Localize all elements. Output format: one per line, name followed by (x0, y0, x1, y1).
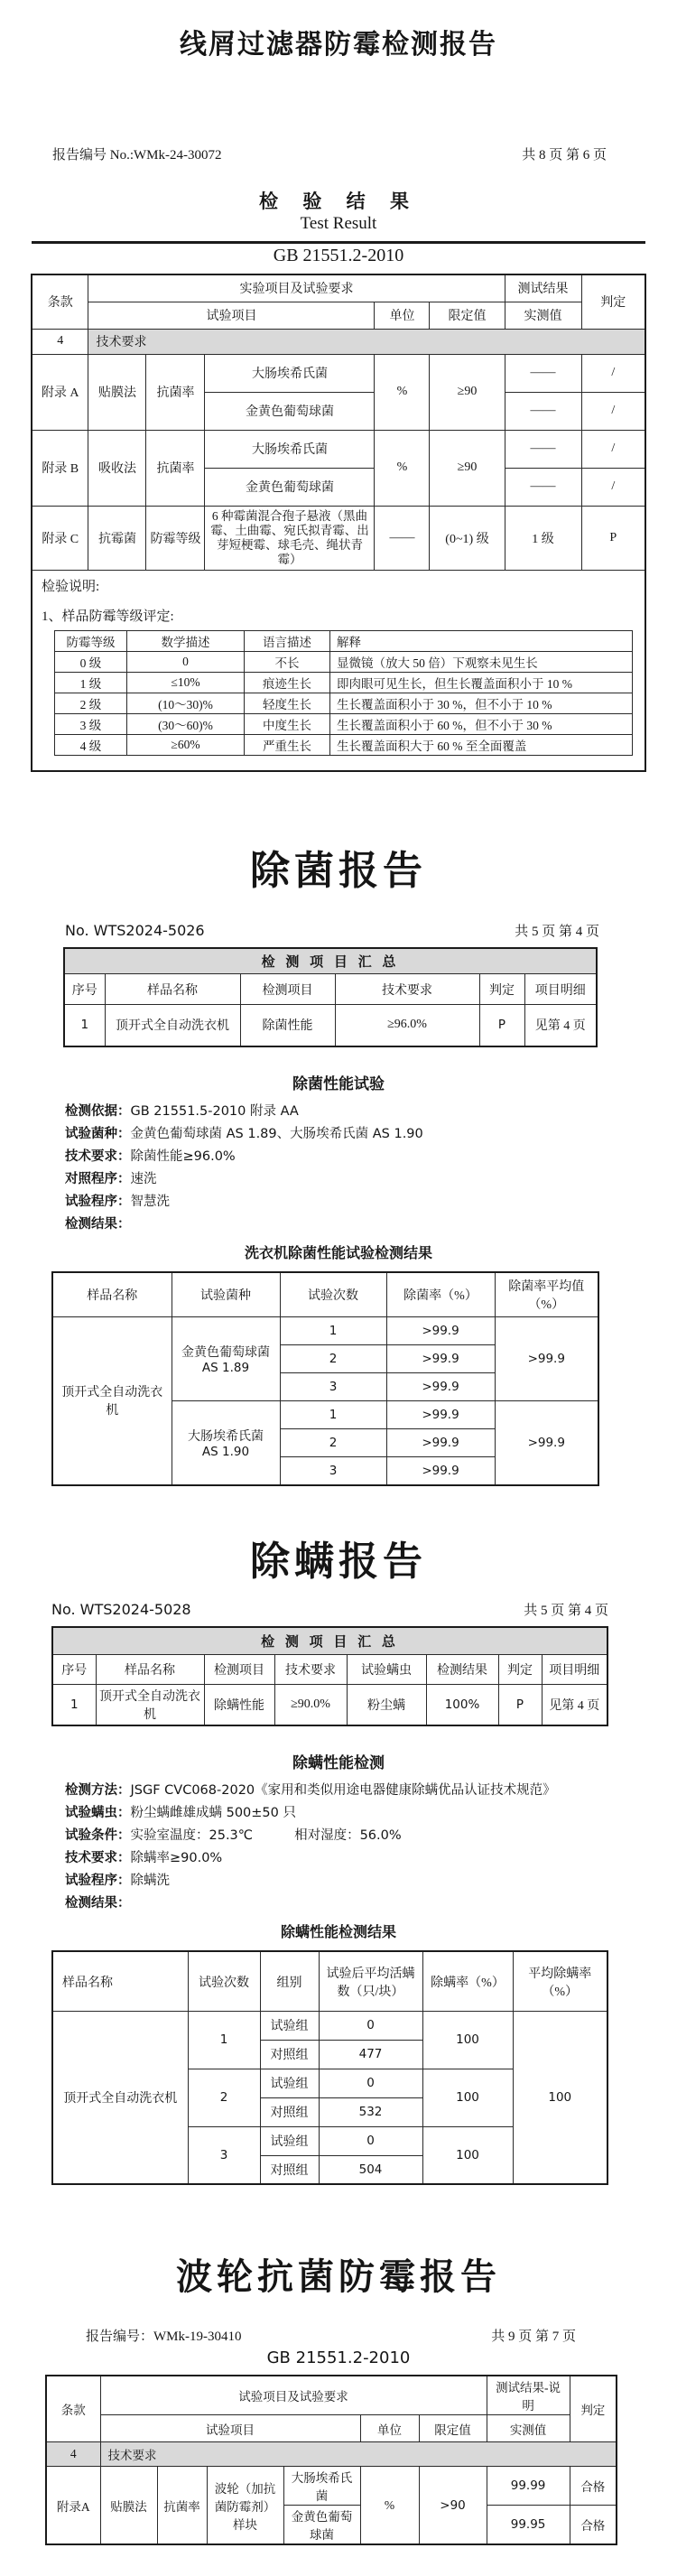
cell: 100 (422, 2011, 513, 2069)
appendixC-desc: 6 种霉菌混合孢子悬液（黑曲霉、土曲霉、宛氏拟青霉、出芽短梗霉、球毛壳、绳状青霉） (205, 506, 375, 571)
cell: 试验组 (260, 2011, 319, 2040)
cell: 0 (319, 2126, 422, 2155)
appendixA-method: 贴膜法 (88, 354, 146, 430)
info-label: 试验程序： (65, 1194, 131, 1209)
info-line (65, 1214, 677, 1236)
cell: 顶开式全自动洗衣机 (96, 1684, 204, 1725)
cell: 504 (319, 2155, 422, 2184)
info-value-2: 相对湿度：56.0% (294, 1828, 402, 1844)
cell: / (581, 430, 645, 468)
cell: 试验次数 (188, 1951, 260, 2011)
cell: —— (505, 430, 581, 468)
cell: ≥60% (126, 735, 244, 756)
cell: 3 (280, 1373, 386, 1401)
report3-section-title: 除螨性能检测 (292, 1754, 385, 1773)
cell: 技术要求 (335, 974, 479, 1005)
hdr-test-item: 试验项目 (88, 302, 375, 329)
strain-cell (172, 1317, 280, 1401)
cell: 477 (319, 2040, 422, 2069)
cell: 3 级 (54, 714, 126, 735)
cell: 除菌率（%） (386, 1272, 495, 1317)
cell: 样品名称 (96, 1654, 204, 1684)
cell: —— (505, 354, 581, 392)
cell: 金黄色葡萄球菌 (205, 468, 375, 506)
cell: 1 (64, 1005, 105, 1046)
report3-report-no: No. WTS2024-5028 (51, 1601, 191, 1619)
cell: 100 (422, 2126, 513, 2184)
sample-block-cell: 波轮（加抗菌防霉剂）样块 (207, 2467, 283, 2545)
strain-name: 金黄色葡萄球菌 (181, 1346, 270, 1361)
info-line (65, 1168, 677, 1191)
cell: 1 (280, 1401, 386, 1429)
report1-standard: GB 21551.2-2010 (273, 246, 404, 265)
info-value: 金黄色葡萄球菌 AS 1.89、大肠埃希氏菌 AS 1.90 (130, 1126, 423, 1141)
cell: >99.9 (386, 1345, 495, 1373)
hdr-measured: 实测值 (487, 2415, 570, 2442)
report4-standard: GB 21551.2-2010 (266, 2348, 411, 2368)
appendixA-method: 贴膜法 (100, 2467, 157, 2545)
cell: P (479, 1005, 524, 1046)
info-line (65, 1780, 677, 1802)
cell: 除螨性能 (204, 1684, 274, 1725)
report3-result-table (51, 1950, 608, 2185)
cell: ≥90 (430, 430, 505, 506)
cell: 金黄色葡萄球菌 (283, 2506, 360, 2545)
cell: 金黄色葡萄球菌 (205, 392, 375, 430)
appendixB-label: 附录 B (32, 430, 88, 506)
cell: 0 级 (54, 652, 126, 673)
cell: 试验次数 (280, 1272, 386, 1317)
cell: 对照组 (260, 2040, 319, 2069)
cell: 生长覆盖面积大于 60 % 至全面覆盖 (329, 735, 632, 756)
info-value: GB 21551.5-2010 附录 AA (130, 1103, 299, 1119)
info-label: 检测依据： (65, 1103, 131, 1119)
cell: % (360, 2467, 419, 2545)
info-label: 试验菌种： (65, 1126, 131, 1141)
sample-name-cell: 顶开式全自动洗衣机 (52, 2011, 188, 2184)
clause-text: 技术要求 (100, 2442, 617, 2467)
cell: 试验螨虫 (347, 1654, 426, 1684)
cell: 即肉眼可见生长，但生长覆盖面积小于 10 % (329, 673, 632, 693)
info-label: 技术要求： (65, 1851, 131, 1866)
report2-summary-table (63, 947, 598, 1047)
cell: ≥90.0% (274, 1684, 347, 1725)
cell: 解释 (329, 631, 632, 652)
cell: 除螨率（%） (422, 1951, 513, 2011)
hdr-verdict: 判定 (570, 2376, 617, 2442)
divider-rule (32, 241, 645, 244)
report2-section-title: 除菌性能试验 (292, 1074, 385, 1093)
cell: >99.9 (386, 1457, 495, 1485)
cell: 严重生长 (244, 735, 329, 756)
cell: 99.99 (487, 2467, 570, 2506)
hdr-test-result: 测试结果-说明 (487, 2376, 570, 2415)
cell: 检测项目 (240, 974, 335, 1005)
info-line (65, 1870, 677, 1892)
appendixC-method: 抗霉菌 (88, 506, 146, 571)
cell: 2 (188, 2069, 260, 2126)
info-label: 检测结果： (65, 1896, 131, 1911)
cell: 序号 (64, 974, 105, 1005)
cell: 不长 (244, 652, 329, 673)
cell: 1 (280, 1317, 386, 1345)
report3-title: 除螨报告 (250, 1538, 427, 1585)
cell: 100 (513, 2011, 607, 2184)
report4-page-info: 共 9 页 第 7 页 (491, 2330, 576, 2345)
cell: 大肠埃希氏菌 (205, 354, 375, 392)
result-heading-en: Test Result (300, 214, 377, 233)
appendixA-label: 附录A (46, 2467, 100, 2545)
sample-name-cell: 顶开式全自动洗衣机 (52, 1317, 172, 1485)
hdr-test-result: 测试结果 (505, 274, 581, 302)
info-label: 检测方法： (65, 1783, 131, 1799)
info-line (65, 1847, 677, 1870)
cell: 项目明细 (524, 974, 597, 1005)
info-line (65, 1123, 677, 1146)
strain-code: AS 1.90 (201, 1444, 250, 1459)
cell: ≥90 (430, 354, 505, 430)
cell: 试验菌种 (172, 1272, 280, 1317)
cell: 生长覆盖面积小于 30 %，但不小于 10 % (329, 693, 632, 714)
cell: 判定 (498, 1654, 542, 1684)
appendixA-item: 抗菌率 (157, 2467, 207, 2545)
cell: 1 级 (54, 673, 126, 693)
inspection-notes (32, 571, 645, 771)
strain-cell (172, 1401, 280, 1485)
cell: 技术要求 (274, 1654, 347, 1684)
cell: 1 级 (505, 506, 581, 571)
cell: 0 (319, 2069, 422, 2097)
clause-text: 技术要求 (88, 329, 645, 354)
cell: 0 (126, 652, 244, 673)
cell: 对照组 (260, 2155, 319, 2184)
cell: ≤10% (126, 673, 244, 693)
note-item-1: 1、样品防霉等级评定: (41, 609, 174, 625)
note-title: 检验说明: (41, 580, 100, 595)
report2-meta (0, 921, 677, 940)
cell: —— (375, 506, 430, 571)
cell: >99.9 (386, 1401, 495, 1429)
report2-report-no: No. WTS2024-5026 (65, 921, 205, 939)
cell: 除菌性能 (240, 1005, 335, 1046)
cell: >99.9 (386, 1429, 495, 1457)
cell: 项目明细 (542, 1654, 607, 1684)
hdr-item-req: 试验项目及试验要求 (100, 2376, 487, 2415)
report2-result-table-title: 洗衣机除菌性能试验检测结果 (244, 1243, 432, 1261)
cell: 大肠埃希氏菌 (283, 2467, 360, 2506)
cell: 合格 (570, 2467, 617, 2506)
report4-meta (0, 2326, 677, 2345)
strain-name: 大肠埃希氏菌 (188, 1429, 264, 1444)
cell: 试验后平均活螨数（只/块） (319, 1951, 422, 2011)
strain-code: AS 1.89 (201, 1361, 250, 1376)
hdr-item-req: 实验项目及试验要求 (88, 274, 505, 302)
cell: 100% (426, 1684, 498, 1725)
cell: % (375, 430, 430, 506)
cell: 样品名称 (52, 1272, 172, 1317)
cell: 99.95 (487, 2506, 570, 2545)
cell: 组别 (260, 1951, 319, 2011)
cell: 显微镜（放大 50 倍）下观察未见生长 (329, 652, 632, 673)
info-label: 试验条件： (65, 1828, 131, 1844)
hdr-test-item: 试验项目 (100, 2415, 360, 2442)
cell: 2 (280, 1345, 386, 1373)
cell: 4 级 (54, 735, 126, 756)
info-value: 除螨洗 (130, 1874, 170, 1889)
cell: 检测项目 (204, 1654, 274, 1684)
cell: 合格 (570, 2506, 617, 2545)
cell: 1 (188, 2011, 260, 2069)
cell: —— (505, 468, 581, 506)
cell: 痕迹生长 (244, 673, 329, 693)
report2-title: 除菌报告 (250, 847, 427, 894)
cell: >99.9 (495, 1401, 598, 1485)
cell: —— (505, 392, 581, 430)
appendixC-label: 附录 C (32, 506, 88, 571)
clause-number: 4 (32, 329, 88, 354)
report2-result-table (51, 1271, 599, 1486)
info-line (65, 1146, 677, 1168)
cell: >99.9 (386, 1317, 495, 1345)
info-value: JSGF CVC068-2020《家用和类似用途电器健康除螨优品认证技术规范》 (130, 1783, 556, 1799)
hdr-limit: 限定值 (430, 302, 505, 329)
info-line (65, 1802, 677, 1825)
cell: (30～60)% (126, 714, 244, 735)
cell: 1 (52, 1684, 96, 1725)
info-label: 对照程序： (65, 1171, 131, 1186)
appendixA-label: 附录 A (32, 354, 88, 430)
cell: 语言描述 (244, 631, 329, 652)
cell: 试验组 (260, 2126, 319, 2155)
cell: P (498, 1684, 542, 1725)
cell: 3 (280, 1457, 386, 1485)
info-value: 速洗 (130, 1171, 157, 1186)
cell: 100 (422, 2069, 513, 2126)
appendixB-item: 抗菌率 (146, 430, 205, 506)
report2-page-info: 共 5 页 第 4 页 (515, 924, 599, 939)
info-label: 试验螨虫： (65, 1806, 131, 1821)
cell: (0~1) 级 (430, 506, 505, 571)
info-value: 除菌性能≥96.0% (130, 1149, 236, 1164)
cell: % (375, 354, 430, 430)
hdr-limit: 限定值 (419, 2415, 487, 2442)
clause-number: 4 (46, 2442, 100, 2467)
hdr-clause: 条款 (32, 274, 88, 329)
cell: 平均除螨率（%） (513, 1951, 607, 2011)
report1-page-info: 共 8 页 第 6 页 (522, 148, 607, 163)
cell: 见第 4 页 (524, 1005, 597, 1046)
cell: 3 (188, 2126, 260, 2184)
cell: 中度生长 (244, 714, 329, 735)
report3-info (0, 1780, 677, 1915)
cell: 样品名称 (52, 1951, 188, 2011)
cell: 对照组 (260, 2097, 319, 2126)
report3-meta (0, 1600, 677, 1619)
info-label: 技术要求： (65, 1149, 131, 1164)
report3-summary-table (51, 1626, 608, 1726)
cell: 2 (280, 1429, 386, 1457)
cell: / (581, 468, 645, 506)
cell: >99.9 (386, 1373, 495, 1401)
report1-result-table (31, 274, 646, 772)
info-value: 除螨率≥90.0% (130, 1851, 223, 1866)
cell: 数学描述 (126, 631, 244, 652)
cell: 532 (319, 2097, 422, 2126)
cell: 除菌率平均值（%） (495, 1272, 598, 1317)
cell: 序号 (52, 1654, 96, 1684)
cell: / (581, 354, 645, 392)
hdr-unit: 单位 (360, 2415, 419, 2442)
cell: 大肠埃希氏菌 (205, 430, 375, 468)
info-value: 智慧洗 (130, 1194, 170, 1209)
cell: / (581, 392, 645, 430)
cell: 轻度生长 (244, 693, 329, 714)
appendixB-method: 吸收法 (88, 430, 146, 506)
info-value: 实验室温度：25.3℃ (130, 1828, 254, 1844)
cell: 防霉等级 (54, 631, 126, 652)
cell: P (581, 506, 645, 571)
cell: 生长覆盖面积小于 60 %，但不小于 30 % (329, 714, 632, 735)
info-value: 粉尘螨雌雄成螨 500±50 只 (130, 1806, 296, 1821)
cell: 2 级 (54, 693, 126, 714)
cell: 样品名称 (105, 974, 240, 1005)
report4-report-no: 报告编号：WMk-19-30410 (86, 2330, 242, 2345)
hdr-verdict: 判定 (581, 274, 645, 329)
cell: >90 (419, 2467, 487, 2545)
cell: 检测结果 (426, 1654, 498, 1684)
info-line (65, 1191, 677, 1214)
info-label: 检测结果： (65, 1216, 131, 1232)
summary-caption: 检 测 项 目 汇 总 (64, 948, 597, 974)
cell: 见第 4 页 (542, 1684, 607, 1725)
hdr-measured: 实测值 (505, 302, 581, 329)
cell: >99.9 (495, 1317, 598, 1401)
info-line (65, 1101, 677, 1123)
report1-title: 线屑过滤器防霉检测报告 (180, 29, 497, 60)
cell: (10～30)% (126, 693, 244, 714)
cell: 0 (319, 2011, 422, 2040)
summary-caption: 检 测 项 目 汇 总 (52, 1627, 607, 1654)
cell: 粉尘螨 (347, 1684, 426, 1725)
report1-report-no: 报告编号 No.:WMk-24-30072 (52, 148, 222, 163)
result-heading-cn: 检 验 结 果 (259, 191, 418, 212)
mold-grade-table (54, 630, 633, 756)
cell: 判定 (479, 974, 524, 1005)
report3-page-info: 共 5 页 第 4 页 (524, 1604, 608, 1619)
hdr-unit: 单位 (375, 302, 430, 329)
info-line (65, 1825, 677, 1847)
report2-info (0, 1101, 677, 1236)
appendixA-item: 抗菌率 (146, 354, 205, 430)
info-label: 试验程序： (65, 1874, 131, 1889)
cell: 试验组 (260, 2069, 319, 2097)
hdr-clause: 条款 (46, 2376, 100, 2442)
cell: 顶开式全自动洗衣机 (105, 1005, 240, 1046)
report3-result-table-title: 除螨性能检测结果 (280, 1923, 396, 1941)
report4-title: 波轮抗菌防霉报告 (176, 2256, 501, 2299)
report1-meta (0, 144, 677, 163)
report4-result-table (45, 2375, 617, 2545)
info-line (65, 1892, 677, 1915)
appendixC-item: 防霉等级 (146, 506, 205, 571)
cell: ≥96.0% (335, 1005, 479, 1046)
